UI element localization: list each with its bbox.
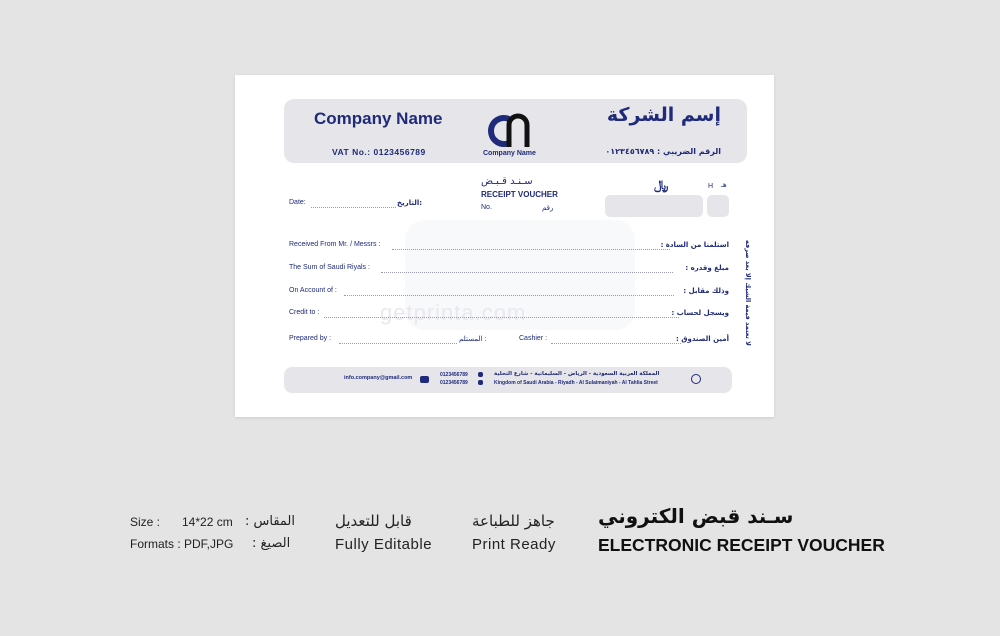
field-label-en: The Sum of Saudi Riyals :	[289, 264, 370, 271]
receipt-voucher-sheet	[235, 75, 774, 417]
field-label-ar: ويسجل لحساب :	[671, 309, 729, 317]
prepared-by-line[interactable]	[339, 343, 457, 344]
product-title-ar: سـند قبض الكتروني	[598, 504, 794, 528]
mobile-icon	[478, 380, 483, 385]
size-label: Size :	[130, 515, 161, 529]
cashier-label-en: Cashier :	[519, 335, 548, 342]
halala-label-en: H	[708, 183, 714, 190]
field-line[interactable]	[392, 249, 670, 250]
editable-label-ar: قابل للتعديل	[335, 512, 412, 530]
logo-caption: Company Name	[483, 150, 536, 157]
date-line[interactable]	[311, 207, 396, 208]
date-label-en: Date:	[289, 199, 306, 206]
cashier-label-ar: أمين الصندوق :	[676, 335, 729, 343]
print-ready-label-ar: جاهز للطباعة	[472, 512, 555, 530]
field-label-ar: وذلك مقابل :	[683, 287, 729, 295]
footer-address-ar: المملكة العربية السعودية - الرياض - السليمانية - شارع التحلية	[494, 371, 660, 377]
company-name-ar: إسم الشركة	[606, 104, 721, 126]
watermark-text: getprinta.com	[380, 300, 527, 325]
halala-label-ar: هـ	[721, 181, 727, 189]
footer-phone: 0123456789	[440, 380, 468, 386]
voucher-title-ar: سـنـد قـبـض	[481, 176, 533, 187]
field-label-en: On Account of :	[289, 287, 337, 294]
field-label-ar: استلمنا من السادة :	[660, 241, 729, 249]
editable-label-en: Fully Editable	[335, 536, 433, 553]
formats-label-ar: الصيغ :	[252, 536, 291, 551]
size-label-ar: المقاس :	[245, 514, 296, 529]
field-line[interactable]	[381, 272, 673, 273]
vat-number-ar: الرقم الضريبي : ٠١٢٣٤٥٦٧٨٩	[605, 147, 721, 156]
field-row	[289, 309, 729, 321]
amount-field[interactable]	[605, 195, 703, 217]
footer-phone: 0123456789	[440, 372, 468, 378]
company-logo-icon	[487, 111, 539, 149]
field-row	[289, 264, 729, 276]
location-pin-icon	[691, 374, 701, 384]
footer-address-en: Kingdom of Saudi Arabia - Riyadh - Al Sulaimaniyah - Al Tahlia Street	[494, 380, 658, 386]
phone-icon	[478, 372, 483, 377]
field-label-en: Credit to :	[289, 309, 320, 316]
receiver-label-ar: المستلم :	[459, 336, 487, 343]
cheque-note: لا تعتمد قيمة الشيك إلا بعد صرفه	[744, 240, 752, 346]
field-row	[289, 287, 729, 299]
footer-email: info.company@gmail.com	[344, 375, 413, 381]
voucher-title-en: RECEIPT VOUCHER	[481, 190, 558, 199]
field-line[interactable]	[324, 317, 679, 318]
voucher-footer	[284, 367, 732, 393]
signature-row	[289, 335, 729, 347]
prepared-by-label: Prepared by :	[289, 335, 332, 342]
size-value: 14*22 cm	[182, 515, 233, 529]
field-label-ar: مبلغ وقدره :	[685, 264, 729, 272]
halala-field[interactable]	[707, 195, 729, 217]
cashier-line[interactable]	[551, 343, 681, 344]
formats-label: Formats : PDF,JPG	[130, 537, 234, 551]
date-label-ar: التاريخ:	[397, 199, 423, 207]
company-name-en: Company Name	[314, 109, 443, 128]
vat-number-en: VAT No.: 0123456789	[332, 147, 426, 157]
number-label-en: No.	[481, 204, 492, 211]
product-title-en: ELECTRONIC RECEIPT VOUCHER	[598, 535, 885, 555]
print-ready-label-en: Print Ready	[472, 536, 556, 553]
email-icon	[420, 376, 429, 383]
riyal-currency-icon: ﷼	[654, 178, 669, 193]
number-label-ar: رقم	[542, 204, 554, 212]
field-line[interactable]	[344, 295, 674, 296]
field-row	[289, 241, 729, 253]
voucher-header	[284, 99, 747, 163]
field-label-en: Received From Mr. / Messrs :	[289, 241, 381, 248]
